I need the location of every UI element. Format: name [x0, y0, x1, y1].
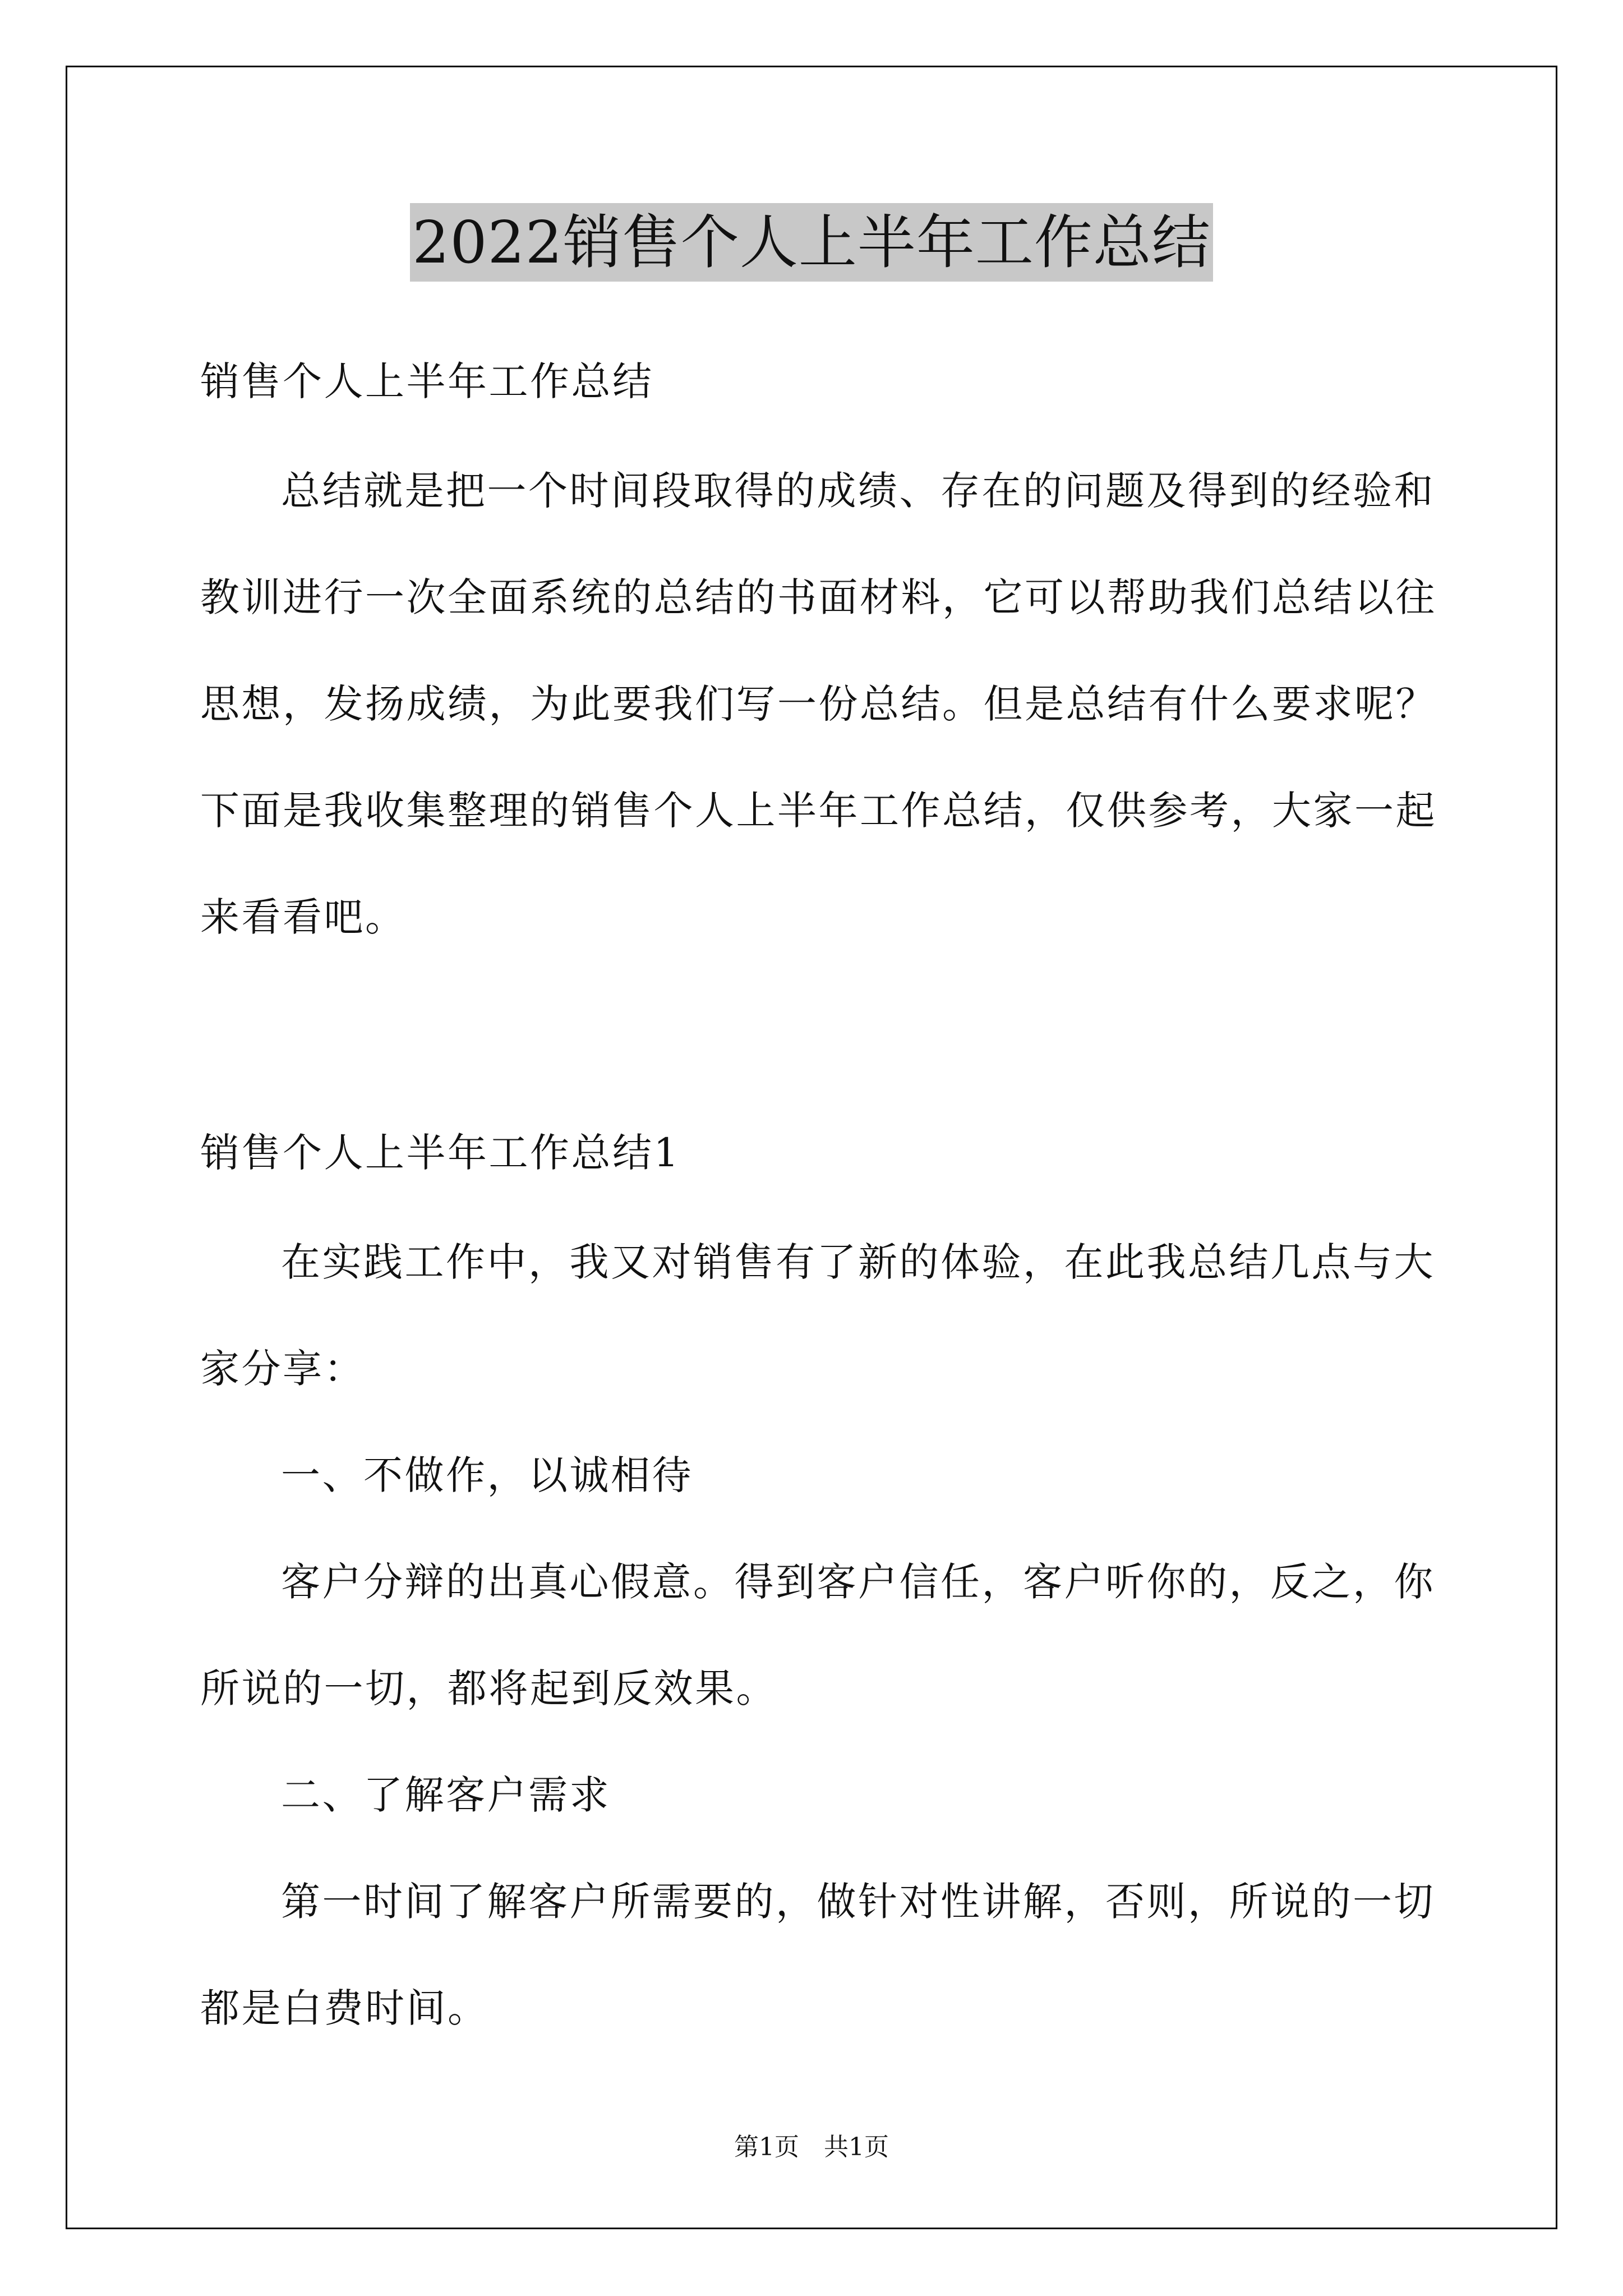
- title-container: [0, 203, 1623, 282]
- document-title: 2022销售个人上半年工作总结: [410, 203, 1213, 282]
- page-number-footer: 第1页 共1页: [734, 2133, 889, 2161]
- intro-line: 下面是我收集整理的销售个人上半年工作总结，仅供参考，大家一起: [200, 788, 1437, 834]
- point1-body-line: 客户分辩的出真心假意。得到客户信任，客户听你的，反之，你: [281, 1559, 1435, 1605]
- point2-body-line: 都是白费时间。: [200, 1985, 489, 2031]
- section1-intro-line: 家分享：: [200, 1346, 365, 1392]
- document-subtitle: 销售个人上半年工作总结: [200, 358, 654, 404]
- point2-body-paragraph: [200, 1848, 1434, 2062]
- section1-intro-paragraph: [200, 1209, 1434, 1422]
- section1-heading: 销售个人上半年工作总结1: [200, 1130, 681, 1176]
- point1-body-line: 所说的一切，都将起到反效果。: [200, 1665, 777, 1711]
- section1-intro-line: 在实践工作中，我又对销售有了新的体验，在此我总结几点与大: [281, 1239, 1435, 1285]
- intro-line: 教训进行一次全面系统的总结的书面材料，它可以帮助我们总结以往: [200, 574, 1437, 620]
- point2-heading: 二、了解客户需求: [281, 1772, 611, 1818]
- intro-paragraph: [200, 438, 1437, 970]
- point1-body-paragraph: [200, 1529, 1434, 1742]
- intro-line: 思想，发扬成绩，为此要我们写一份总结。但是总结有什么要求呢？: [200, 681, 1437, 727]
- intro-line: 总结就是把一个时间段取得的成绩、存在的问题及得到的经验和: [281, 468, 1435, 514]
- point1-heading: 一、不做作，以诚相待: [281, 1452, 693, 1498]
- point2-body-line: 第一时间了解客户所需要的，做针对性讲解，否则，所说的一切: [281, 1879, 1435, 1925]
- intro-line: 来看看吧。: [200, 894, 407, 940]
